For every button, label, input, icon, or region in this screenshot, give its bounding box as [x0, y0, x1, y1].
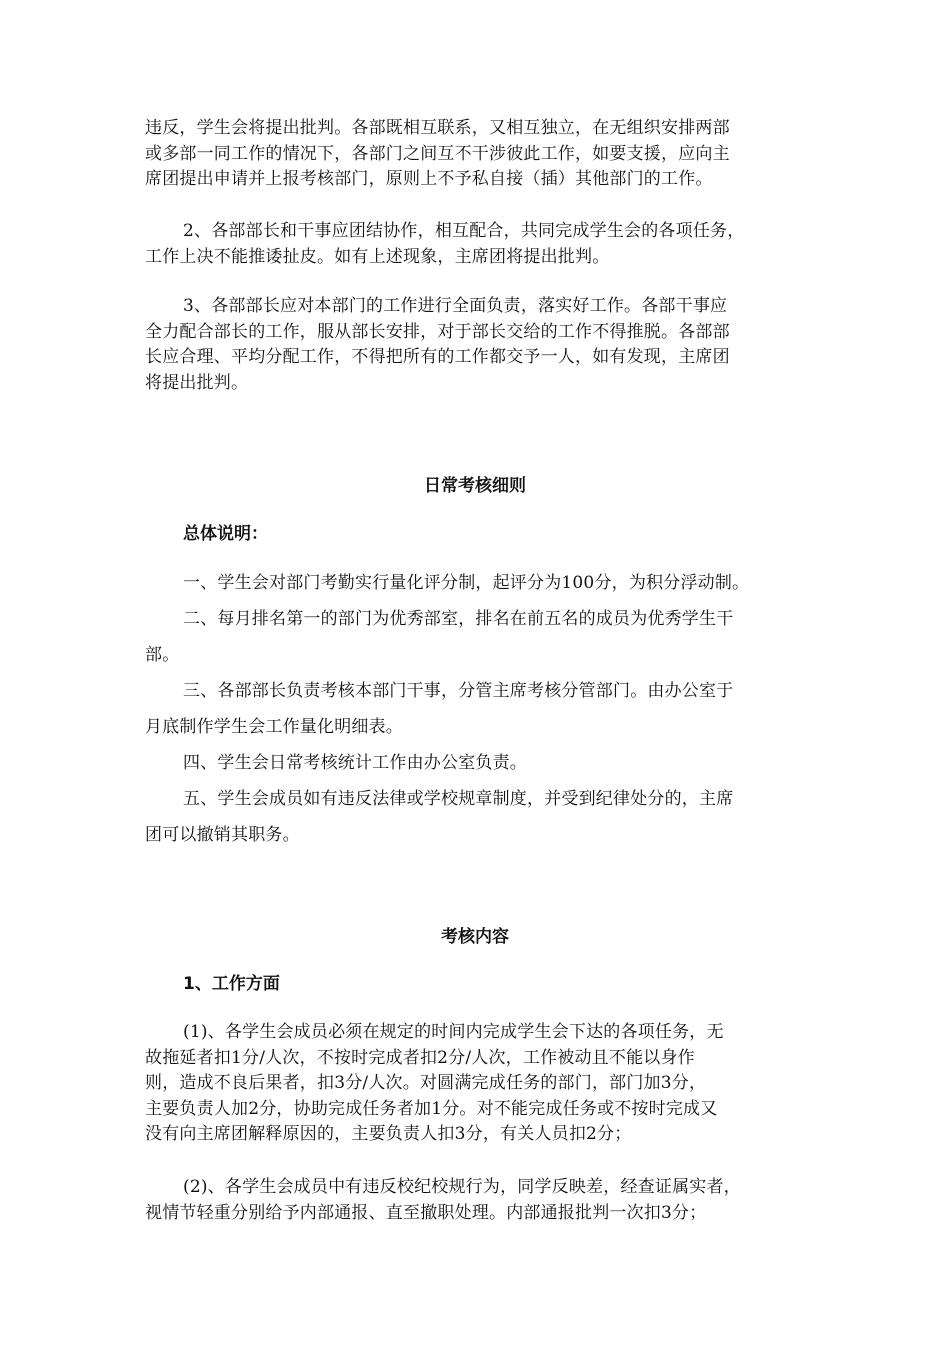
paragraph-2 [145, 219, 825, 270]
text-line: 2、各部部长和干事应团结协作，相互配合，共同完成学生会的各项任务， [183, 221, 745, 241]
content-item-2 [145, 1175, 825, 1226]
text-line: 席团提出申请并上报考核部门，原则上不予私自接（插）其他部门的工作。 [145, 169, 713, 189]
text-line: 故拖延者扣1分/人次，不按时完成者扣2分/人次，工作被动且不能以身作 [145, 1047, 695, 1068]
list-item: 五、学生会成员如有违反法律或学校规章制度，并受到纪律处分的，主席 [183, 789, 734, 809]
text-line: 3、各部部长应对本部门的工作进行全面负责，落实好工作。各部干事应 [183, 296, 728, 316]
text-line: 主要负责人加2分，协助完成任务者加1分。对不能完成任务或不按时完成又 [145, 1098, 718, 1119]
paragraph-3 [145, 294, 825, 396]
text-line: 长应合理、平均分配工作，不得把所有的工作都交予一人，如有发现，主席团 [145, 347, 730, 367]
list-item: 一、学生会对部门考勤实行量化评分制，起评分为100分，为积分浮动制。 [183, 573, 750, 593]
section-title-content: 考核内容 [441, 927, 509, 947]
text-line: 没有向主席团解释原因的，主要负责人扣3分，有关人员扣2分； [145, 1124, 632, 1144]
list-item: 三、各部部长负责考核本部门干事，分管主席考核分管部门。由办公室于 [183, 681, 734, 701]
list-item-continuation: 部。 [145, 645, 180, 665]
text-line: 全力配合部长的工作，服从部长安排，对于部长交给的工作不得推脱。各部部 [145, 321, 730, 342]
text-line: 工作上决不能推诿扯皮。如有上述现象，主席团将提出批判。 [145, 246, 610, 267]
text-line: (2)、各学生会成员中有违反校纪校规行为，同学反映差，经查证属实者， [183, 1177, 741, 1197]
text-line: 则，造成不良后果者，扣3分/人次。对圆满完成任务的部门，部门加3分， [145, 1073, 707, 1093]
text-line: 违反，学生会将提出批判。各部既相互联系，又相互独立，在无组织安排两部 [145, 118, 730, 138]
section-subtitle-overview: 总体说明： [183, 524, 268, 544]
content-item-1 [145, 1020, 825, 1148]
text-line: 或多部一同工作的情况下，各部门之间互不干涉彼此工作，如要支援，应向主 [145, 143, 730, 164]
text-line: 视情节轻重分别给予内部通报、直至撤职处理。内部通报批判一次扣3分； [145, 1202, 707, 1223]
list-item: 四、学生会日常考核统计工作由办公室负责。 [183, 753, 527, 773]
list-item: 二、每月排名第一的部门为优秀部室，排名在前五名的成员为优秀学生干 [183, 609, 734, 629]
section-title-daily: 日常考核细则 [424, 476, 526, 496]
paragraph-intro [145, 116, 825, 193]
list-item-continuation: 团可以撤销其职务。 [145, 825, 300, 845]
section-subtitle-work: 1、工作方面 [183, 974, 280, 994]
text-line: 将提出批判。 [145, 372, 249, 393]
text-line: (1)、各学生会成员必须在规定的时间内完成学生会下达的各项任务，无 [183, 1022, 724, 1042]
list-item-continuation: 月底制作学生会工作量化明细表。 [145, 717, 403, 737]
overview-list [145, 565, 825, 853]
